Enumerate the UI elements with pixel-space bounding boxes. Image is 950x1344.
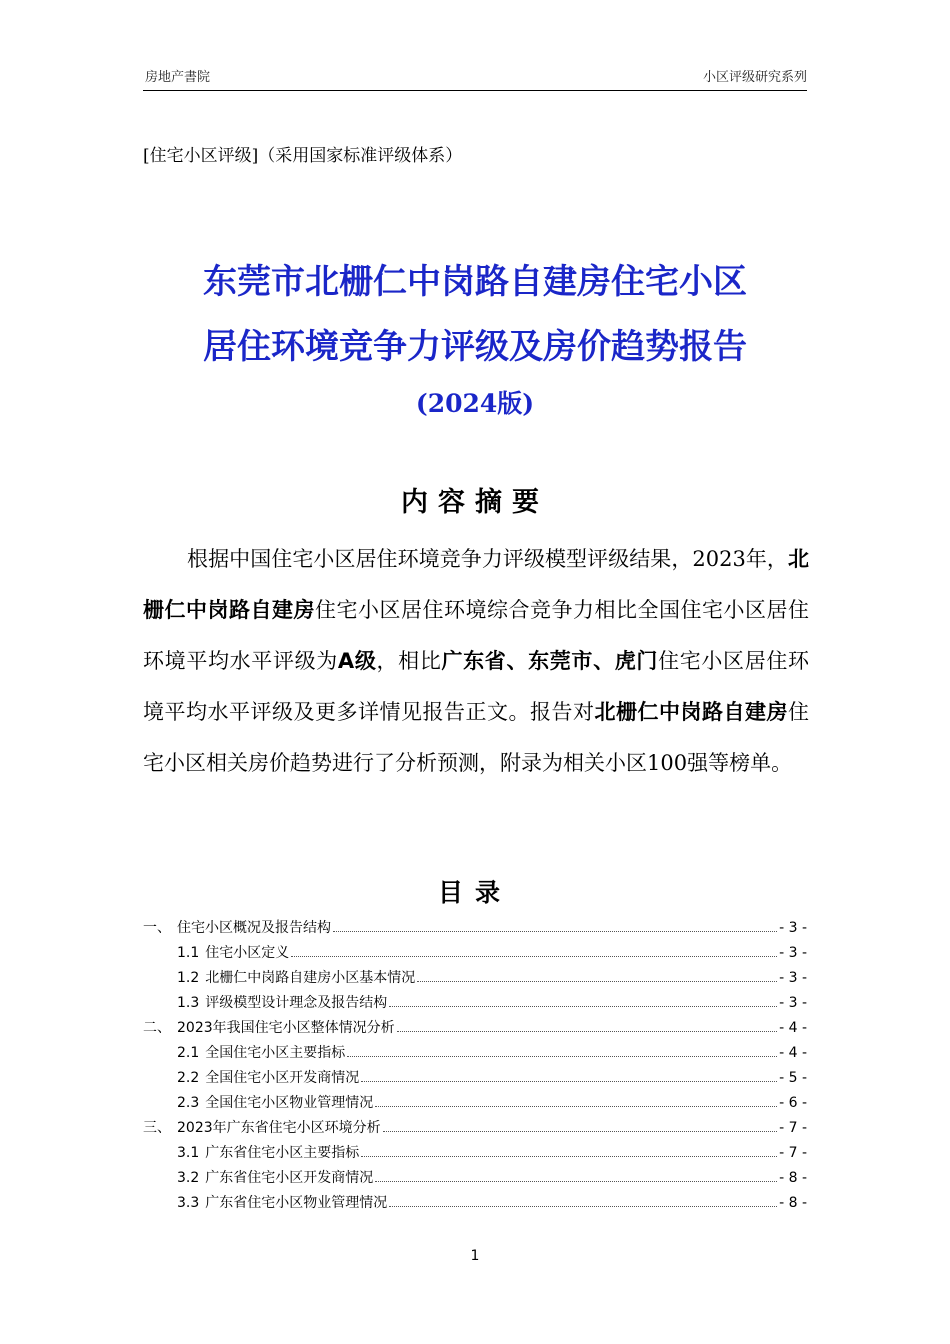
toc-label: 住宅小区概况及报告结构 [177,920,331,936]
abstract-bold-community-2: 北栅仁中岗路自建房 [594,700,788,724]
toc-label: 评级模型设计理念及报告结构 [205,995,388,1011]
abstract-paragraph [143,534,809,789]
toc-leader [383,1130,777,1132]
abstract-text-2: 住宅小区居住环境综合竞争力相比全国住宅小区居住环境平均水平评级为 [143,598,809,673]
abstract-text-5: 住宅小区相关房价趋势进行了分析预测，附录为相关小区100强等榜单。 [143,700,809,775]
toc-label: 北栅仁中岗路自建房小区基本情况 [205,970,416,986]
toc-entry[interactable] [143,1167,807,1192]
toc-entry[interactable] [143,1017,807,1042]
report-edition: (2024版) [415,389,535,418]
toc-page: - 8 - [779,1195,807,1211]
toc-page: - 6 - [779,1095,807,1111]
abstract-bold-community: 北栅仁中岗路自建房 [143,547,809,622]
toc-leader [361,1080,777,1082]
report-title-line2: 居住环境竞争力评级及房价趋势报告 [203,327,747,367]
toc-entry[interactable] [143,1092,807,1117]
report-title-line1: 东莞市北栅仁中岗路自建房住宅小区 [203,262,747,302]
toc-page: - 3 - [779,970,807,986]
page-number: 1 [470,1248,480,1264]
toc-leader [361,1155,777,1157]
toc-number: 3.3 [177,1195,200,1211]
toc-page: - 7 - [779,1145,807,1161]
toc-number: 二、 [143,1020,171,1036]
toc-page: - 8 - [779,1170,807,1186]
toc-number: 三、 [143,1120,171,1136]
toc-leader [375,1180,777,1182]
toc-label: 全国住宅小区物业管理情况 [205,1095,374,1111]
toc-entry[interactable] [143,992,807,1017]
toc-entry[interactable] [143,1042,807,1067]
toc-entry[interactable] [143,1117,807,1142]
toc-leader [389,1205,777,1207]
toc-entry[interactable] [143,1142,807,1167]
abstract-text-3: ，相比 [376,649,442,673]
toc-page: - 5 - [779,1070,807,1086]
toc-number: 2.2 [177,1070,200,1086]
toc-leader [417,980,777,982]
toc-leader [375,1105,777,1107]
abstract-bold-regions: 广东省、东莞市、虎门 [441,649,659,673]
toc-label: 全国住宅小区开发商情况 [205,1070,360,1086]
abstract-text-1: 根据中国住宅小区居住环境竞争力评级模型评级结果，2023年， [187,547,788,571]
series-tag: [住宅小区评级]（采用国家标准评级体系） [143,146,463,166]
toc-page: - 3 - [779,995,807,1011]
toc-leader [347,1055,777,1057]
toc-page: - 4 - [779,1020,807,1036]
toc-label: 全国住宅小区主要指标 [205,1045,346,1061]
header-left-text: 房地产書院 [145,70,211,85]
toc-label: 住宅小区定义 [205,945,290,961]
toc-entry[interactable] [143,967,807,992]
toc-leader [389,1005,777,1007]
toc-label: 广东省住宅小区主要指标 [205,1145,360,1161]
toc-number: 一、 [143,920,171,936]
toc-label: 广东省住宅小区物业管理情况 [205,1195,388,1211]
toc-entry[interactable] [143,1192,807,1217]
toc-leader [397,1030,777,1032]
toc-page: - 3 - [779,920,807,936]
toc-number: 2.3 [177,1095,200,1111]
toc-number: 1.1 [177,945,200,961]
toc-number: 2.1 [177,1045,200,1061]
toc-number: 1.3 [177,995,200,1011]
toc-label: 广东省住宅小区开发商情况 [205,1170,374,1186]
toc-entry[interactable] [143,1067,807,1092]
header-right-text: 小区评级研究系列 [702,70,807,85]
abstract-heading: 内容摘要 [401,487,549,518]
toc-leader [291,955,777,957]
abstract-bold-rating: A级 [337,649,377,673]
toc-label: 2023年广东省住宅小区环境分析 [177,1120,381,1136]
toc-page: - 3 - [779,945,807,961]
toc-leader [333,930,777,932]
toc-heading: 目录 [437,878,512,907]
toc-entry[interactable] [143,942,807,967]
toc-number: 3.1 [177,1145,200,1161]
toc-entry[interactable] [143,917,807,942]
abstract-text-4: 住宅小区居住环境平均水平评级及更多详情见报告正文。报告对 [143,649,810,724]
toc-number: 3.2 [177,1170,200,1186]
header-divider [143,90,807,91]
toc-label: 2023年我国住宅小区整体情况分析 [177,1020,395,1036]
toc-page: - 7 - [779,1120,807,1136]
table-of-contents [143,917,807,1217]
toc-number: 1.2 [177,970,200,986]
toc-page: - 4 - [779,1045,807,1061]
